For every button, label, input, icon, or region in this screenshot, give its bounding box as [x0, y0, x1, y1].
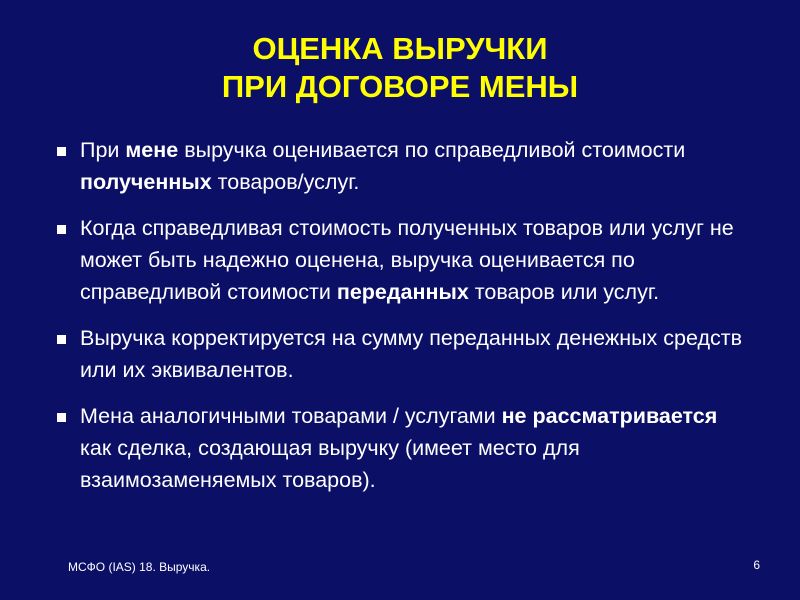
bullet-text: как сделка, создающая выручку (имеет место для взаимозаменяемых товаров). — [80, 436, 580, 492]
bullet-text: Выручка корректируется на сумму переданных денежных средств или их эквивалентов. — [80, 326, 743, 382]
slide-title-line-1: ОЦЕНКА ВЫРУЧКИ — [252, 31, 548, 66]
bullet-item — [50, 212, 750, 308]
bullet-text: Мена аналогичными товарами / услугами — [80, 404, 502, 428]
bullet-text: товаров или услуг. — [468, 280, 660, 304]
bullet-list — [50, 134, 750, 510]
square-bullet-icon — [57, 225, 66, 234]
square-bullet-icon — [57, 413, 66, 422]
bullet-emphasis: не рассматривается — [501, 404, 718, 428]
bullet-text: выручка оценивается по справедливой стоимости — [178, 138, 686, 162]
slide-title-line-2: ПРИ ДОГОВОРЕ МЕНЫ — [221, 69, 579, 104]
slide-title — [0, 30, 800, 106]
bullet-emphasis: мене — [125, 138, 179, 162]
bullet-emphasis: полученных — [80, 170, 212, 194]
bullet-item — [50, 134, 750, 198]
bullet-text: Когда справедливая стоимость полученных товаров или услуг не может быть надежно оценена, выручка оценивается по справедливой стоимости — [80, 216, 734, 304]
bullet-item — [50, 400, 750, 496]
square-bullet-icon — [57, 335, 66, 344]
bullet-item — [50, 322, 750, 386]
square-bullet-icon — [57, 147, 66, 156]
bullet-emphasis: переданных — [336, 280, 469, 304]
footer-source: МСФО (IAS) 18. Выручка. — [68, 560, 211, 574]
bullet-text: При — [80, 138, 126, 162]
page-number: 6 — [753, 558, 760, 572]
bullet-text: товаров/услуг. — [211, 170, 360, 194]
